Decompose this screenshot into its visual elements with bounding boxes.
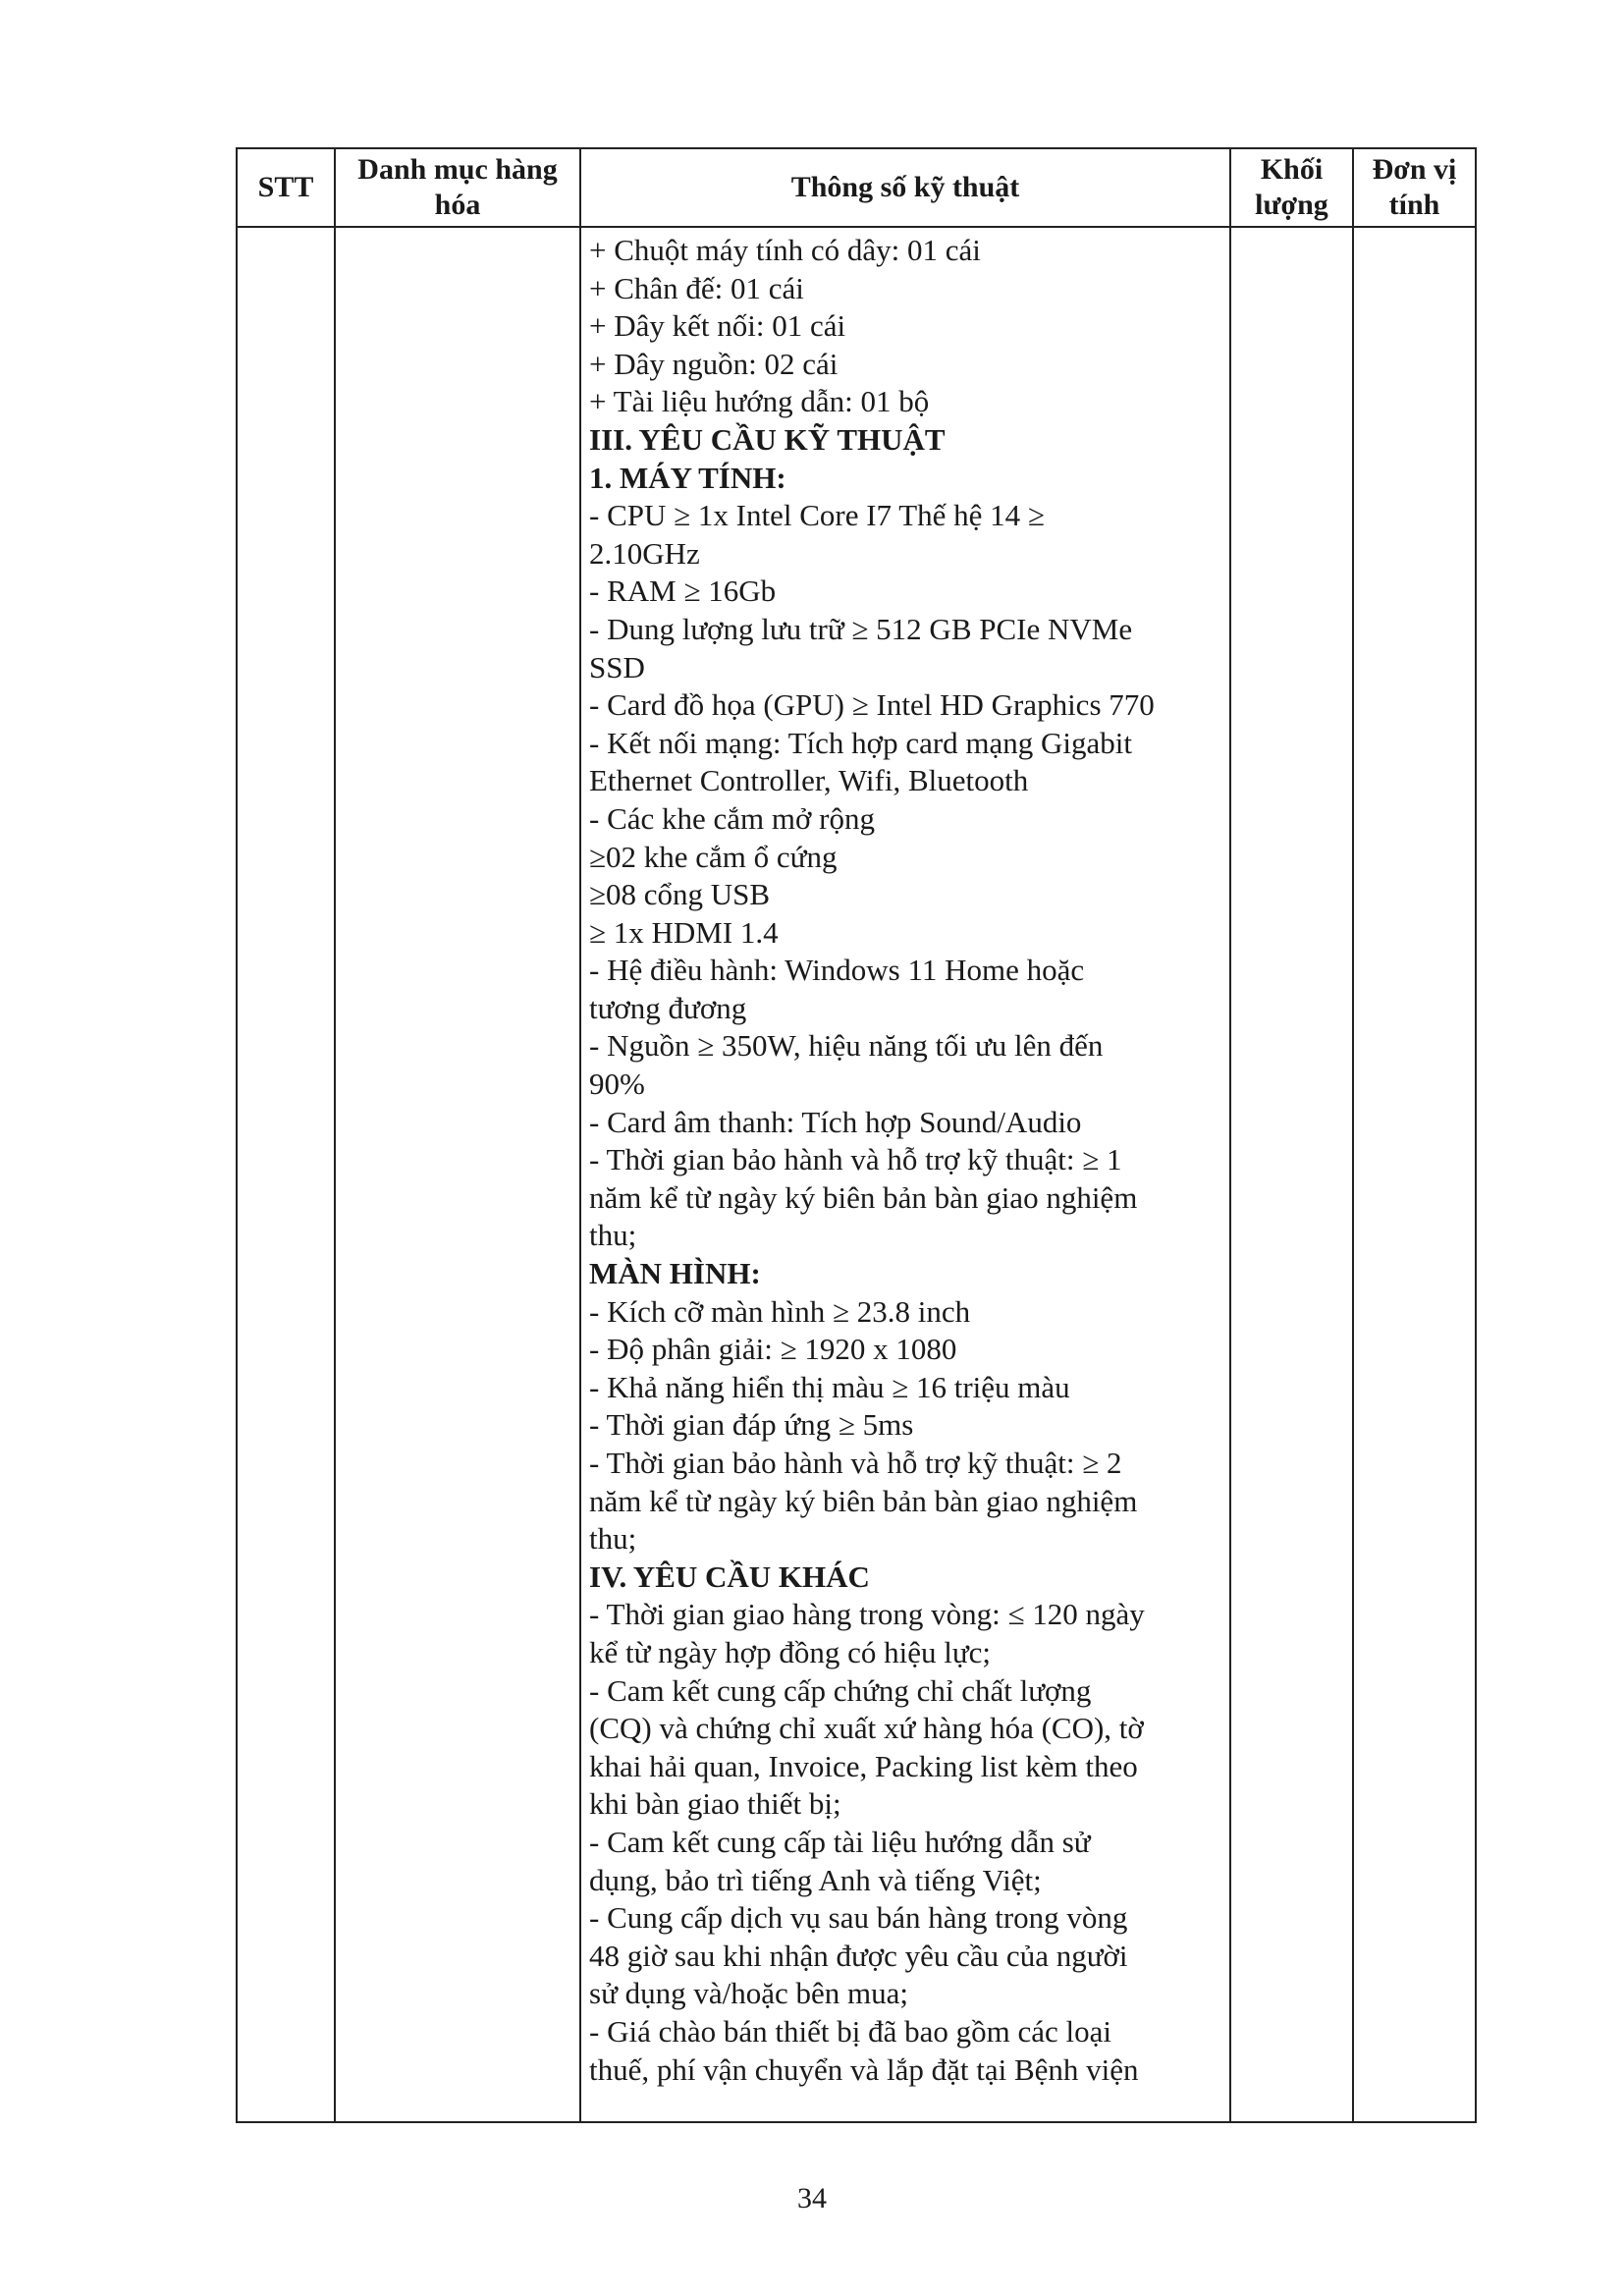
header-stt: STT <box>237 148 335 227</box>
spec-line: - Card âm thanh: Tích hợp Sound/Audio <box>589 1104 1082 1139</box>
header-quantity: Khối lượng <box>1230 148 1353 227</box>
spec-line: - Thời gian bảo hành và hỗ trợ kỹ thuật: ≥ 2 <box>589 1446 1122 1480</box>
spec-line: 90% <box>589 1066 645 1102</box>
spec-line: - Cam kết cung cấp chứng chỉ chất lượng <box>589 1672 1092 1708</box>
spec-line: năm kể từ ngày ký biên bản bàn giao nghiệm <box>589 1483 1138 1518</box>
spec-section-heading: III. YÊU CẦU KỸ THUẬT <box>589 421 946 457</box>
spec-line: kể từ ngày hợp đồng có hiệu lực; <box>589 1634 991 1669</box>
spec-line: - Thời gian đáp ứng ≥ 5ms <box>589 1407 914 1443</box>
spec-line: - Hệ điều hành: Windows 11 Home hoặc <box>589 953 1085 988</box>
spec-line: - Dung lượng lưu trữ ≥ 512 GB PCIe NVMe <box>589 611 1133 646</box>
spec-line: - Kết nối mạng: Tích hợp card mạng Gigabit <box>589 725 1133 760</box>
spec-line: - Độ phân giải: ≥ 1920 x 1080 <box>589 1332 957 1367</box>
spec-line: + Dây kết nối: 01 cái <box>589 308 846 344</box>
spec-line: - CPU ≥ 1x Intel Core I7 Thế hệ 14 ≥ <box>589 498 1045 533</box>
spec-line: khai hải quan, Invoice, Packing list kèm theo <box>589 1748 1138 1783</box>
specification-table <box>236 147 1477 2123</box>
cell-unit <box>1353 227 1476 2122</box>
spec-line: 2.10GHz <box>589 535 700 571</box>
spec-text-block <box>581 228 1229 2089</box>
header-item-name: Danh mục hàng hóa <box>335 148 580 227</box>
spec-line: năm kể từ ngày ký biên bản bàn giao nghiệm <box>589 1179 1138 1215</box>
cell-item-name <box>335 227 580 2122</box>
spec-line: - Khả năng hiển thị màu ≥ 16 triệu màu <box>589 1369 1070 1404</box>
header-technical-spec: Thông số kỹ thuật <box>580 148 1230 227</box>
spec-section-heading: 1. MÁY TÍNH: <box>589 460 786 495</box>
header-unit: Đơn vị tính <box>1353 148 1476 227</box>
spec-line: - Cam kết cung cấp tài liệu hướng dẫn sử <box>589 1824 1091 1859</box>
spec-line: thuế, phí vận chuyển và lắp đặt tại Bệnh viện <box>589 2051 1139 2087</box>
spec-line: tương đương <box>589 990 747 1025</box>
spec-line: thu; <box>589 1218 637 1253</box>
spec-line: - Nguồn ≥ 350W, hiệu năng tối ưu lên đến <box>589 1028 1104 1064</box>
table-header-row <box>237 148 1476 227</box>
spec-line: + Tài liệu hướng dẫn: 01 bộ <box>589 384 930 419</box>
spec-line: - Cung cấp dịch vụ sau bán hàng trong vòng <box>589 1900 1128 1936</box>
spec-line: + Chân đế: 01 cái <box>589 270 804 305</box>
spec-section-heading: MÀN HÌNH: <box>589 1256 761 1291</box>
spec-line: - Thời gian bảo hành và hỗ trợ kỹ thuật: ≥ 1 <box>589 1142 1122 1177</box>
spec-line: - Giá chào bán thiết bị đã bao gồm các loại <box>589 2013 1111 2049</box>
spec-line: dụng, bảo trì tiếng Anh và tiếng Việt; <box>589 1862 1042 1897</box>
cell-technical-spec <box>580 227 1230 2122</box>
spec-line: ≥08 cổng USB <box>589 877 771 912</box>
spec-section-heading: IV. YÊU CẦU KHÁC <box>589 1558 870 1594</box>
spec-line: ≥02 khe cắm ổ cứng <box>589 839 838 874</box>
cell-stt <box>237 227 335 2122</box>
spec-line: - Thời gian giao hàng trong vòng: ≤ 120 ngày <box>589 1597 1145 1632</box>
spec-line: + Chuột máy tính có dây: 01 cái <box>589 233 981 267</box>
spec-line: thu; <box>589 1521 637 1557</box>
spec-line: - Card đồ họa (GPU) ≥ Intel HD Graphics 770 <box>589 687 1155 723</box>
spec-line: (CQ) và chứng chỉ xuất xứ hàng hóa (CO), tờ <box>589 1711 1144 1746</box>
spec-line: sử dụng và/hoặc bên mua; <box>589 1976 909 2011</box>
spec-line: SSD <box>589 649 645 684</box>
spec-line: - RAM ≥ 16Gb <box>589 574 777 609</box>
table-row <box>237 227 1476 2122</box>
page-number: 34 <box>797 2182 827 2214</box>
spec-line: ≥ 1x HDMI 1.4 <box>589 914 779 950</box>
spec-line: khi bàn giao thiết bị; <box>589 1786 841 1822</box>
cell-quantity <box>1230 227 1353 2122</box>
spec-line: 48 giờ sau khi nhận được yêu cầu của người <box>589 1938 1128 1973</box>
spec-line: Ethernet Controller, Wifi, Bluetooth <box>589 763 1029 798</box>
spec-line: - Kích cỡ màn hình ≥ 23.8 inch <box>589 1293 971 1329</box>
spec-line: - Các khe cắm mở rộng <box>589 800 875 836</box>
spec-line: + Dây nguồn: 02 cái <box>589 346 839 381</box>
